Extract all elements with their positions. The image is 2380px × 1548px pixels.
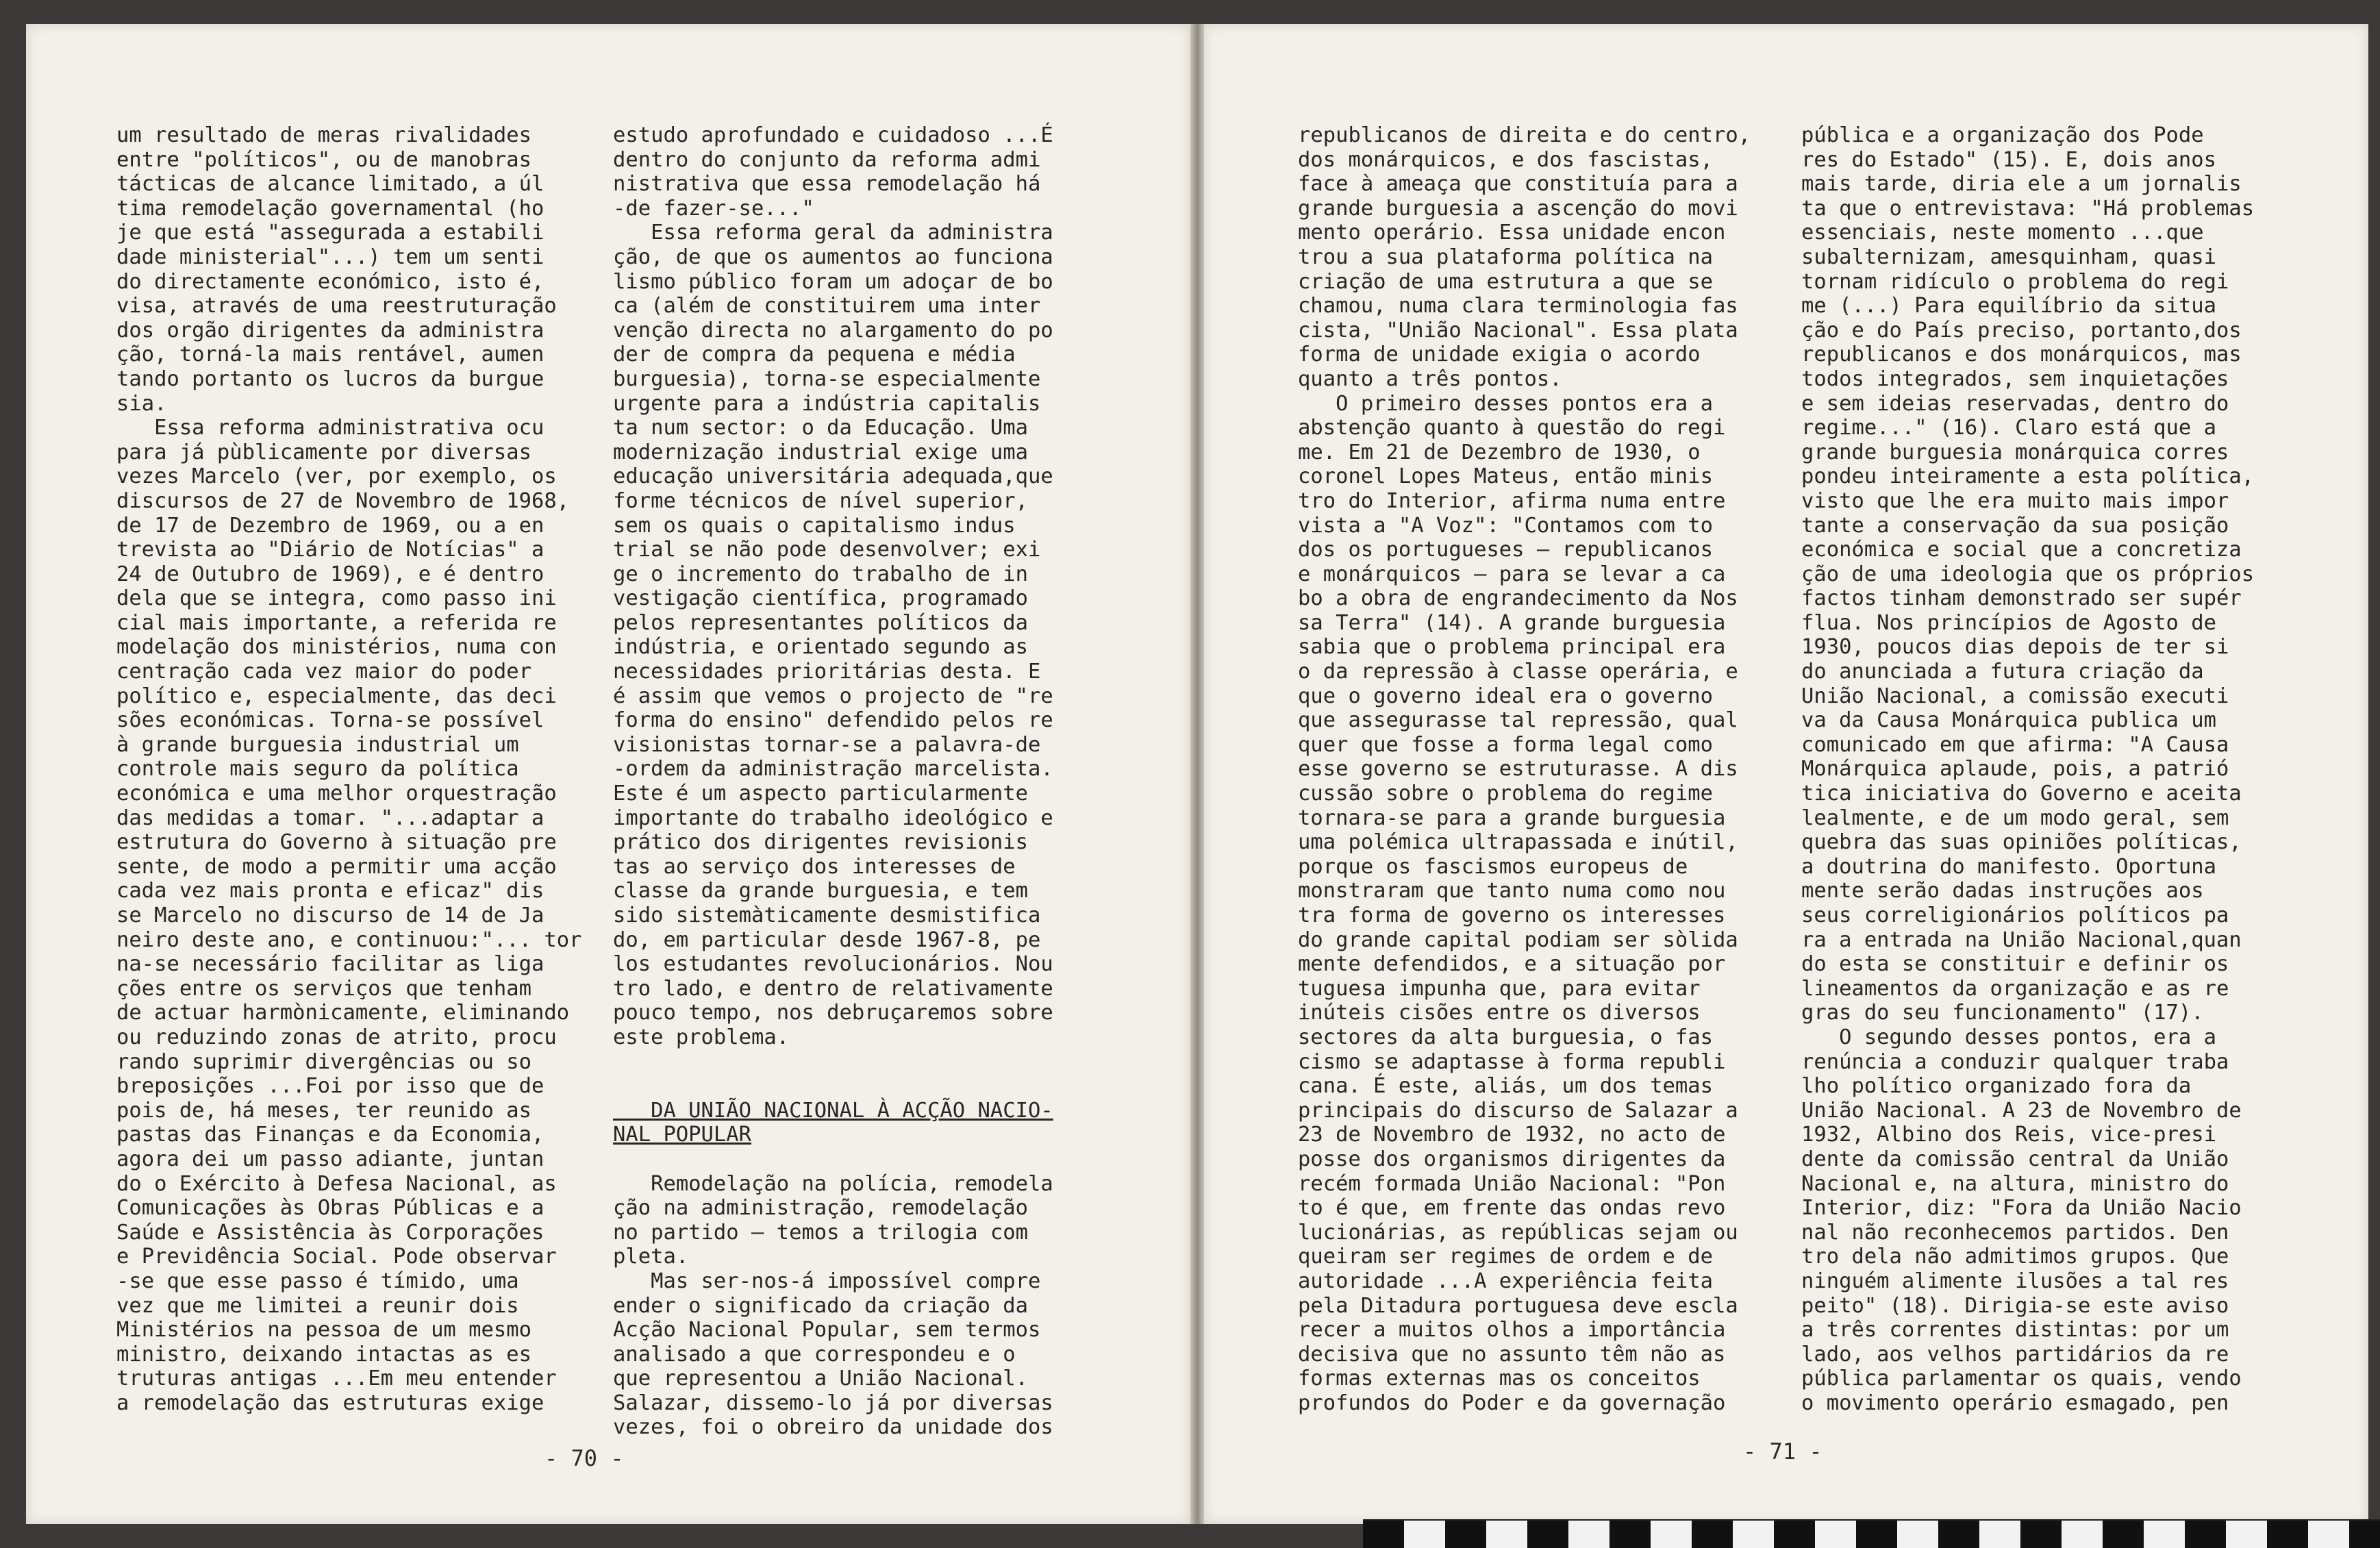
text-line: prático dos dirigentes revisionis: [613, 830, 1028, 855]
text-line: Este é um aspecto particularmente: [613, 782, 1028, 806]
text-line: Acção Nacional Popular, sem termos: [613, 1318, 1041, 1343]
text-line: ministro, deixando intactas as es: [116, 1342, 531, 1366]
text-line: decisiva que no assunto têm não as: [1298, 1342, 1726, 1366]
text-line: dente da comissão central da União: [1801, 1147, 2229, 1171]
text-line: sia.: [116, 391, 167, 416]
text-line: me. Em 21 de Dezembro de 1930, o: [1298, 440, 1701, 464]
text-line: União Nacional. A 23 de Novembro de: [1801, 1098, 2242, 1123]
text-line: flua. Nos princípios de Agosto de: [1801, 610, 2216, 635]
text-line: para já pùblicamente por diversas: [116, 440, 531, 464]
text-line: trou a sua plataforma política na: [1298, 245, 1713, 269]
text-line: pleta.: [613, 1245, 689, 1269]
text-line: que representou a União Nacional.: [613, 1366, 1028, 1391]
text-line: e sem ideias reservadas, dentro do: [1801, 391, 2229, 416]
text-line: este problema.: [613, 1025, 790, 1049]
text-line: me (...) Para equilíbrio da situa: [1801, 294, 2216, 319]
text-line: do directamente económico, isto é,: [116, 269, 544, 294]
text-line: tica iniciativa do Governo e aceita: [1801, 782, 2242, 806]
text-line: do grande capital podiam ser sòlida: [1298, 927, 1738, 952]
text-line: quebra das suas opiniões políticas,: [1801, 830, 2242, 855]
text-line: republicanos de direita e do centro,: [1298, 123, 1751, 147]
text-line: sabia que o problema principal era: [1298, 635, 1726, 660]
text-line: na-se necessário facilitar as liga: [116, 952, 544, 977]
text-line: lismo público foram um adoçar de bo: [613, 269, 1053, 294]
text-line: quanto a três pontos.: [1298, 366, 1562, 391]
text-line: visa, através de uma reestruturação: [116, 294, 557, 319]
text-line: lado, aos velhos partidários da re: [1801, 1342, 2229, 1366]
text-line: republicanos e dos monárquicos, mas: [1801, 342, 2242, 367]
text-line: 1932, Albino dos Reis, vice-presi: [1801, 1123, 2216, 1147]
text-line: do o Exército à Defesa Nacional, as: [116, 1171, 557, 1196]
text-line: económica e uma melhor orquestração: [116, 782, 557, 806]
text-line: ção e do País preciso, portanto,dos: [1801, 318, 2242, 342]
text-line: tra forma de governo os interesses: [1298, 903, 1726, 927]
text-line: mente defendidos, e a situação por: [1298, 952, 1726, 977]
text-line: forma do ensino" defendido pelos re: [613, 708, 1053, 733]
text-line: essenciais, neste momento ...que: [1801, 221, 2204, 245]
text-line: ção, de que os aumentos ao funciona: [613, 245, 1053, 269]
text-line: discursos de 27 de Novembro de 1968,: [116, 488, 570, 513]
text-line: de actuar harmònicamente, eliminando: [116, 1001, 570, 1025]
text-line: Salazar, dissemo-lo já por diversas: [613, 1390, 1053, 1415]
text-line: ção na administração, remodelação: [613, 1196, 1028, 1221]
text-line: tornam ridículo o problema do regi: [1801, 269, 2229, 294]
text-line: grande burguesia a ascenção do movi: [1298, 196, 1738, 221]
text-line: União Nacional, a comissão executi: [1801, 684, 2229, 708]
text-line: 24 de Outubro de 1969), e é dentro: [116, 562, 544, 586]
text-line: das medidas a tomar. "...adaptar a: [116, 806, 544, 830]
text-line: que assegurasse tal repressão, qual: [1298, 708, 1738, 733]
text-line: Remodelação na polícia, remodela: [613, 1171, 1053, 1196]
text-line: 1930, poucos dias depois de ter si: [1801, 635, 2229, 660]
text-line: Ministérios na pessoa de um mesmo: [116, 1318, 531, 1343]
text-line: cismo se adaptasse à forma republi: [1298, 1049, 1726, 1074]
text-line: do anunciada a futura criação da: [1801, 660, 2204, 684]
text-line: vezes, foi o obreiro da unidade dos: [613, 1415, 1053, 1440]
text-line: o da repressão à classe operária, e: [1298, 660, 1738, 684]
text-line: ou reduzindo zonas de atrito, procu: [116, 1025, 557, 1049]
text-line: à grande burguesia industrial um: [116, 732, 519, 757]
text-line: pondeu inteiramente a esta política,: [1801, 464, 2255, 489]
text-line: nistrativa que essa remodelação há: [613, 172, 1041, 197]
text-line: sões económicas. Torna-se possível: [116, 708, 544, 733]
text-line: Saúde e Assistência às Corporações: [116, 1220, 544, 1245]
text-line: ender o significado da criação da: [613, 1293, 1028, 1318]
text-line: modernização industrial exige uma: [613, 440, 1028, 464]
text-line: tro lado, e dentro de relativamente: [613, 976, 1053, 1001]
text-line: ção de uma ideologia que os próprios: [1801, 562, 2255, 586]
text-line: tro do Interior, afirma numa entre: [1298, 488, 1726, 513]
text-line: [613, 1074, 1053, 1099]
text-line: -se que esse passo é tímido, uma: [116, 1269, 519, 1293]
text-line: tando portanto os lucros da burgue: [116, 366, 544, 391]
text-line: pública parlamentar os quais, vendo: [1801, 1366, 2242, 1391]
text-line: face à ameaça que constituía para a: [1298, 172, 1738, 197]
text-line: visionistas tornar-se a palavra-de: [613, 732, 1041, 757]
text-line: dos os portugueses — republicanos: [1298, 538, 1713, 562]
text-line: sido sistemàticamente desmistifica: [613, 903, 1041, 927]
text-line: Mas ser-nos-á impossível compre: [613, 1269, 1041, 1293]
text-line: [613, 1147, 1053, 1172]
text-line: je que está "assegurada a estabili: [116, 221, 544, 245]
text-line: principais do discurso de Salazar a: [1298, 1098, 1738, 1123]
text-line: ções entre os serviços que tenham: [116, 976, 531, 1001]
page-number-right: - 71 -: [1743, 1438, 1822, 1464]
text-line: posse dos organismos dirigentes da: [1298, 1147, 1726, 1171]
book-spine: [1190, 24, 1204, 1524]
text-line: ção, torná-la mais rentável, aumen: [116, 342, 544, 367]
text-line: económica e social que a concretiza: [1801, 538, 2242, 562]
text-line: lucionárias, as repúblicas sejam ou: [1298, 1220, 1738, 1245]
right-page-column-1: [1298, 123, 1751, 1415]
text-line: tácticas de alcance limitado, a úl: [116, 172, 544, 197]
text-line: O segundo desses pontos, era a: [1801, 1025, 2216, 1049]
right-page-column-2: [1801, 123, 2254, 1415]
text-line: no partido — temos a trilogia com: [613, 1220, 1028, 1245]
text-line: pela Ditadura portuguesa deve escla: [1298, 1293, 1738, 1318]
text-line: regime..." (16). Claro está que a: [1801, 416, 2216, 440]
text-line: pastas das Finanças e da Economia,: [116, 1123, 544, 1147]
text-line: DA UNIÃO NACIONAL À ACÇÃO NACIO-: [613, 1098, 1053, 1123]
text-line: um resultado de meras rivalidades: [116, 123, 531, 147]
text-line: recer a muitos olhos a importância: [1298, 1318, 1726, 1343]
page-number-left: - 70 -: [544, 1445, 624, 1471]
text-line: controle mais seguro da política: [116, 757, 519, 782]
text-line: e Previdência Social. Pode observar: [116, 1245, 557, 1269]
text-line: a doutrina do manifesto. Oportuna: [1801, 854, 2216, 879]
text-line: forma de unidade exigia o acordo: [1298, 342, 1701, 367]
text-line: uma polémica ultrapassada e inútil,: [1298, 830, 1738, 855]
text-line: cana. É este, aliás, um dos temas: [1298, 1074, 1713, 1099]
text-line: centração cada vez maior do poder: [116, 660, 531, 684]
text-line: necessidades prioritárias desta. E: [613, 660, 1041, 684]
text-line: truturas antigas ...Em meu entender: [116, 1366, 557, 1391]
text-line: pouco tempo, nos debruçaremos sobre: [613, 1001, 1053, 1025]
text-line: nal não reconhecemos partidos. Den: [1801, 1220, 2229, 1245]
text-line: Essa reforma administrativa ocu: [116, 416, 544, 440]
text-line: Interior, diz: "Fora da União Nacio: [1801, 1196, 2242, 1221]
text-line: 23 de Novembro de 1932, no acto de: [1298, 1123, 1726, 1147]
text-line: Nacional e, na altura, ministro do: [1801, 1171, 2229, 1196]
text-line: pública e a organização dos Pode: [1801, 123, 2204, 147]
text-line: do esta se constituir e definir os: [1801, 952, 2229, 977]
text-line: venção directa no alargamento do po: [613, 318, 1053, 342]
text-line: todos integrados, sem inquietações: [1801, 366, 2229, 391]
text-line: do, em particular desde 1967-8, pe: [613, 927, 1041, 952]
text-line: autoridade ...A experiência feita: [1298, 1269, 1713, 1293]
text-line: comunicado em que afirma: "A Causa: [1801, 732, 2229, 757]
text-line: dela que se integra, como passo ini: [116, 586, 557, 611]
text-line: dos monárquicos, e dos fascistas,: [1298, 147, 1713, 172]
text-line: res do Estado" (15). E, dois anos: [1801, 147, 2216, 172]
text-line: entre "políticos", ou de manobras: [116, 147, 531, 172]
text-line: O primeiro desses pontos era a: [1298, 391, 1713, 416]
text-line: político e, especialmente, das deci: [116, 684, 557, 708]
text-line: rando suprimir divergências ou so: [116, 1049, 531, 1074]
text-line: subalternizam, amesquinham, quasi: [1801, 245, 2216, 269]
text-line: Comunicações às Obras Públicas e a: [116, 1196, 544, 1221]
text-line: dentro do conjunto da reforma admi: [613, 147, 1041, 172]
text-line: sem os quais o capitalismo indus: [613, 513, 1016, 538]
text-line: Monárquica aplaude, pois, a patrió: [1801, 757, 2229, 782]
text-line: e monárquicos — para se levar a ca: [1298, 562, 1726, 586]
text-line: lineamentos da organização e as re: [1801, 976, 2229, 1001]
text-line: tima remodelação governamental (ho: [116, 196, 544, 221]
text-line: urgente para a indústria capitalis: [613, 391, 1041, 416]
text-line: modelação dos ministérios, numa con: [116, 635, 557, 660]
left-page-column-2: [613, 123, 1053, 1440]
text-line: tuguesa impunha que, para evitar: [1298, 976, 1701, 1001]
text-line: vista a "A Voz": "Contamos com to: [1298, 513, 1713, 538]
text-line: se Marcelo no discurso de 14 de Ja: [116, 903, 544, 927]
text-line: Essa reforma geral da administra: [613, 221, 1053, 245]
text-line: lho político organizado fora da: [1801, 1074, 2192, 1099]
text-line: tas ao serviço dos interesses de: [613, 854, 1016, 879]
text-line: ra a entrada na União Nacional,quan: [1801, 927, 2242, 952]
text-line: importante do trabalho ideológico e: [613, 806, 1053, 830]
text-line: formas externas mas os conceitos: [1298, 1366, 1701, 1391]
text-line: sente, de modo a permitir uma acção: [116, 854, 557, 879]
text-line: vez que me limitei a reunir dois: [116, 1293, 519, 1318]
text-line: peito" (18). Dirigia-se este aviso: [1801, 1293, 2229, 1318]
text-line: trevista ao "Diário de Notícias" a: [116, 538, 544, 562]
text-line: der de compra da pequena e média: [613, 342, 1016, 367]
text-line: porque os fascismos europeus de: [1298, 854, 1688, 879]
text-line: tante a conservação da sua posição: [1801, 513, 2229, 538]
text-line: grande burguesia monárquica corres: [1801, 440, 2229, 464]
text-line: ge o incremento do trabalho de in: [613, 562, 1028, 586]
text-line: mente serão dadas instruções aos: [1801, 879, 2204, 903]
text-line: gras do seu funcionamento" (17).: [1801, 1001, 2204, 1025]
text-line: dade ministerial"...) tem um senti: [116, 245, 544, 269]
text-line: pois de, há meses, ter reunido as: [116, 1098, 531, 1123]
text-line: seus correligionários políticos pa: [1801, 903, 2229, 927]
text-line: visto que lhe era muito mais impor: [1801, 488, 2229, 513]
text-line: -de fazer-se...": [613, 196, 814, 221]
text-line: criação de uma estrutura a que se: [1298, 269, 1713, 294]
measurement-ruler: [1363, 1519, 2380, 1548]
text-line: a remodelação das estruturas exige: [116, 1390, 544, 1415]
text-line: o movimento operário esmagado, pen: [1801, 1390, 2229, 1415]
text-line: cussão sobre o problema do regime: [1298, 782, 1713, 806]
text-line: chamou, numa clara terminologia fas: [1298, 294, 1738, 319]
text-line: coronel Lopes Mateus, então minis: [1298, 464, 1713, 489]
text-line: ta que o entrevistava: "Há problemas: [1801, 196, 2255, 221]
text-line: a três correntes distintas: por um: [1801, 1318, 2229, 1343]
text-line: mento operário. Essa unidade encon: [1298, 221, 1726, 245]
text-line: mais tarde, diria ele a um jornalis: [1801, 172, 2242, 197]
text-line: tornara-se para a grande burguesia: [1298, 806, 1726, 830]
text-line: que o governo ideal era o governo: [1298, 684, 1713, 708]
text-line: lealmente, e de um modo geral, sem: [1801, 806, 2229, 830]
text-line: profundos do Poder e da governação: [1298, 1390, 1726, 1415]
text-line: estudo aprofundado e cuidadoso ...É: [613, 123, 1053, 147]
text-line: breposições ...Foi por isso que de: [116, 1074, 544, 1099]
text-line: é assim que vemos o projecto de "re: [613, 684, 1053, 708]
text-line: sa Terra" (14). A grande burguesia: [1298, 610, 1726, 635]
text-line: pelos representantes políticos da: [613, 610, 1028, 635]
text-line: tro dela não admitimos grupos. Que: [1801, 1245, 2229, 1269]
text-line: bo a obra de engrandecimento da Nos: [1298, 586, 1738, 611]
text-line: monstraram que tanto numa como nou: [1298, 879, 1726, 903]
text-line: -ordem da administração marcelista.: [613, 757, 1053, 782]
text-line: neiro deste ano, e continuou:"... tor: [116, 927, 582, 952]
left-page-column-1: [116, 123, 581, 1415]
text-line: vestigação científica, programado: [613, 586, 1028, 611]
text-line: estrutura do Governo à situação pre: [116, 830, 557, 855]
text-line: de 17 de Dezembro de 1969, ou a en: [116, 513, 544, 538]
text-line: los estudantes revolucionários. Nou: [613, 952, 1053, 977]
text-line: esse governo se estruturasse. A dis: [1298, 757, 1738, 782]
text-line: ninguém alimente ilusões a tal res: [1801, 1269, 2229, 1293]
text-line: queiram ser regimes de ordem e de: [1298, 1245, 1713, 1269]
text-line: inúteis cisões entre os diversos: [1298, 1001, 1701, 1025]
text-line: vezes Marcelo (ver, por exemplo, os: [116, 464, 557, 489]
text-line: quer que fosse a forma legal como: [1298, 732, 1713, 757]
text-line: classe da grande burguesia, e tem: [613, 879, 1028, 903]
text-line: agora dei um passo adiante, juntan: [116, 1147, 544, 1171]
text-line: analisado a que correspondeu e o: [613, 1342, 1016, 1366]
text-line: educação universitária adequada,que: [613, 464, 1053, 489]
text-line: ca (além de constituirem uma inter: [613, 294, 1041, 319]
text-line: sectores da alta burguesia, o fas: [1298, 1025, 1713, 1049]
text-line: va da Causa Monárquica publica um: [1801, 708, 2216, 733]
text-line: ta num sector: o da Educação. Uma: [613, 416, 1028, 440]
text-line: burguesia), torna-se especialmente: [613, 366, 1041, 391]
text-line: renúncia a conduzir qualquer traba: [1801, 1049, 2229, 1074]
text-line: forme técnicos de nível superior,: [613, 488, 1028, 513]
text-line: [613, 1050, 1053, 1075]
text-line: recém formada União Nacional: "Pon: [1298, 1171, 1726, 1196]
text-line: abstenção quanto à questão do regi: [1298, 416, 1726, 440]
text-line: trial se não pode desenvolver; exi: [613, 538, 1041, 562]
text-line: factos tinham demonstrado ser supér: [1801, 586, 2242, 611]
text-line: indústria, e orientado segundo as: [613, 635, 1028, 660]
text-line: cista, "União Nacional". Essa plata: [1298, 318, 1738, 342]
text-line: to é que, em frente das ondas revo: [1298, 1196, 1726, 1221]
text-line: cada vez mais pronta e eficaz" dis: [116, 879, 544, 903]
text-line: dos orgão dirigentes da administra: [116, 318, 544, 342]
text-line: cial mais importante, a referida re: [116, 610, 557, 635]
text-line: NAL POPULAR: [613, 1123, 751, 1147]
